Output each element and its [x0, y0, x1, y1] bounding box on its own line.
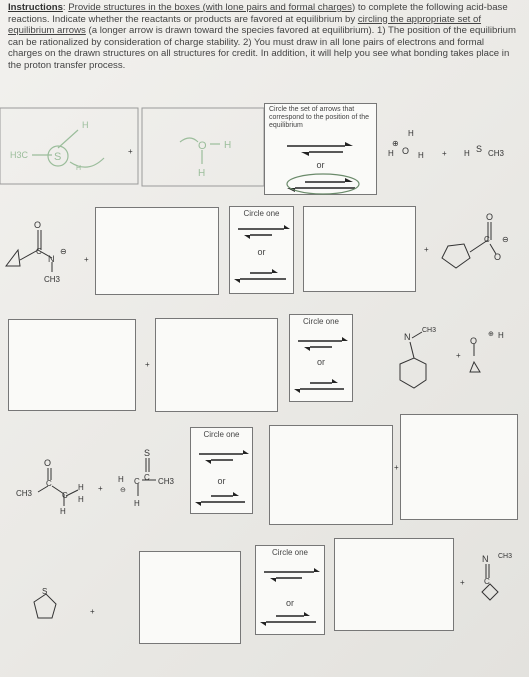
oxygen-label: O [44, 458, 52, 468]
instructions-lead: Instructions [8, 2, 63, 13]
equilibrium-arrow-box-4[interactable] [190, 427, 253, 514]
equilibrium-arrow-box-2[interactable] [229, 206, 294, 294]
sulfur-label: S [144, 448, 151, 458]
plus-sign: + [90, 607, 95, 616]
or-label: or [257, 247, 266, 257]
answer-box-row4-1[interactable] [269, 425, 393, 525]
sulfur-label: S [42, 587, 48, 596]
or-label: or [285, 598, 294, 608]
answer-box-row5-1[interactable] [139, 551, 241, 644]
negative-charge-label: ⊖ [60, 247, 67, 256]
h-label: H [418, 151, 424, 160]
answer-box-row5-2[interactable] [334, 538, 454, 631]
carbon-label: C [46, 479, 52, 488]
plus-sign: + [456, 351, 461, 360]
h-label: H [76, 165, 82, 172]
or-label: or [316, 357, 325, 367]
nitrogen-label: N [48, 254, 55, 264]
nitrogen-label: N [404, 332, 411, 342]
arrow-set-drawing [265, 104, 378, 196]
arrow-set-drawing [256, 546, 326, 636]
or-label: or [316, 160, 325, 170]
carbon-label: C [144, 473, 150, 482]
reactant-row4-1-drawing [8, 450, 108, 520]
negative-charge-label: ⊖ [502, 235, 509, 244]
product-row2-drawing [438, 208, 528, 288]
arrow-box-title: Circle one [243, 209, 280, 218]
negative-charge-label: ⊖ [120, 487, 126, 494]
reactant-1-drawing [0, 100, 140, 190]
plus-sign: + [442, 149, 447, 158]
h-label: H [224, 140, 232, 151]
sulfur-label: S [54, 151, 62, 163]
h-label: H [408, 129, 414, 138]
answer-box-row2-1[interactable] [95, 207, 219, 295]
plus-sign: + [394, 463, 399, 472]
carbon-label: C [484, 577, 490, 586]
circled-arrow-set[interactable] [287, 174, 359, 194]
plus-sign: + [145, 360, 150, 369]
ch3-label: CH3 [498, 553, 513, 560]
plus-sign: + [460, 578, 465, 587]
h-label: H [388, 149, 394, 158]
product-row5-drawing [472, 544, 528, 624]
oxygen-label: O [494, 252, 502, 262]
reactant-row5-drawing [8, 584, 108, 644]
arrow-set-drawing [191, 428, 254, 515]
plus-sign: + [424, 245, 429, 254]
plus-sign: + [128, 147, 133, 156]
reactant-row4-2-drawing [110, 444, 190, 514]
reactants-row3-drawing [370, 314, 520, 414]
carbon-label: C [484, 235, 490, 244]
oxygen-label: O [198, 140, 207, 152]
ch3-label: CH3 [16, 489, 33, 498]
reactant-2-drawing [140, 102, 268, 192]
h-label: H [134, 499, 140, 508]
h-label: H [78, 495, 84, 504]
oxygen-label: O [34, 220, 42, 230]
ch3-label: CH3 [422, 327, 437, 334]
h-label: H [498, 331, 504, 340]
ch3-label: CH3 [44, 275, 61, 284]
products-row-1-drawing [388, 128, 528, 168]
positive-charge-label: ⊕ [488, 331, 494, 338]
h-label: H [198, 168, 206, 179]
oxygen-label: O [402, 146, 410, 156]
or-label: or [217, 476, 226, 486]
h-label: H [118, 475, 124, 484]
instructions-paragraph: Instructions: Provide structures in the boxes (with lone pairs and formal charges) to complete the following acid-base reactions. Indicate whether the reactants or products are favored at equilibrium by circling the appropriate set of equilibrium arrows (a longer arrow is drawn toward the species favored at equilibrium). 1) The position of the equilibrium can be rationalized by consideration of charge stability. 2) You must draw in all lone pairs of electrons and formal charges on the drawn structures on all structures for credit. In addition, it will help you see what bonding takes place in the proton transfer process. [8, 2, 516, 71]
h3c-label: H3C [10, 150, 29, 160]
answer-box-row3-2[interactable] [155, 318, 278, 412]
nitrogen-label: N [482, 554, 489, 564]
oxygen-label: O [486, 212, 494, 222]
arrow-box-title: Circle one [302, 317, 339, 326]
oxygen-label: O [470, 336, 478, 346]
answer-box-row4-2[interactable] [400, 414, 518, 520]
h-label: H [60, 507, 66, 516]
positive-charge-label: ⊕ [392, 139, 399, 148]
carbon-label: C [36, 247, 42, 256]
sulfur-label: S [476, 144, 483, 154]
carbon-label: C [62, 491, 68, 500]
arrow-box-title: Circle one [203, 430, 240, 439]
h-label: H [78, 483, 84, 492]
plus-sign: + [98, 484, 103, 493]
carbon-label: C [134, 477, 140, 486]
equilibrium-arrow-box-1[interactable] [264, 103, 377, 195]
plus-sign: + [84, 255, 89, 264]
answer-box-row2-2[interactable] [303, 206, 416, 292]
h-label: H [82, 120, 89, 130]
ch3-label: CH3 [158, 477, 175, 486]
h-label: H [464, 149, 470, 158]
equilibrium-arrow-box-3[interactable] [289, 314, 353, 402]
reactant-3-drawing [4, 210, 100, 290]
arrow-box-title: Circle one [271, 548, 308, 557]
ch3-label: CH3 [488, 149, 505, 158]
equilibrium-arrow-box-5[interactable] [255, 545, 325, 635]
arrow-box-title: Circle the set of arrows that correspond to the position of the equilibrium [269, 106, 370, 129]
answer-box-row3-1[interactable] [8, 319, 136, 411]
